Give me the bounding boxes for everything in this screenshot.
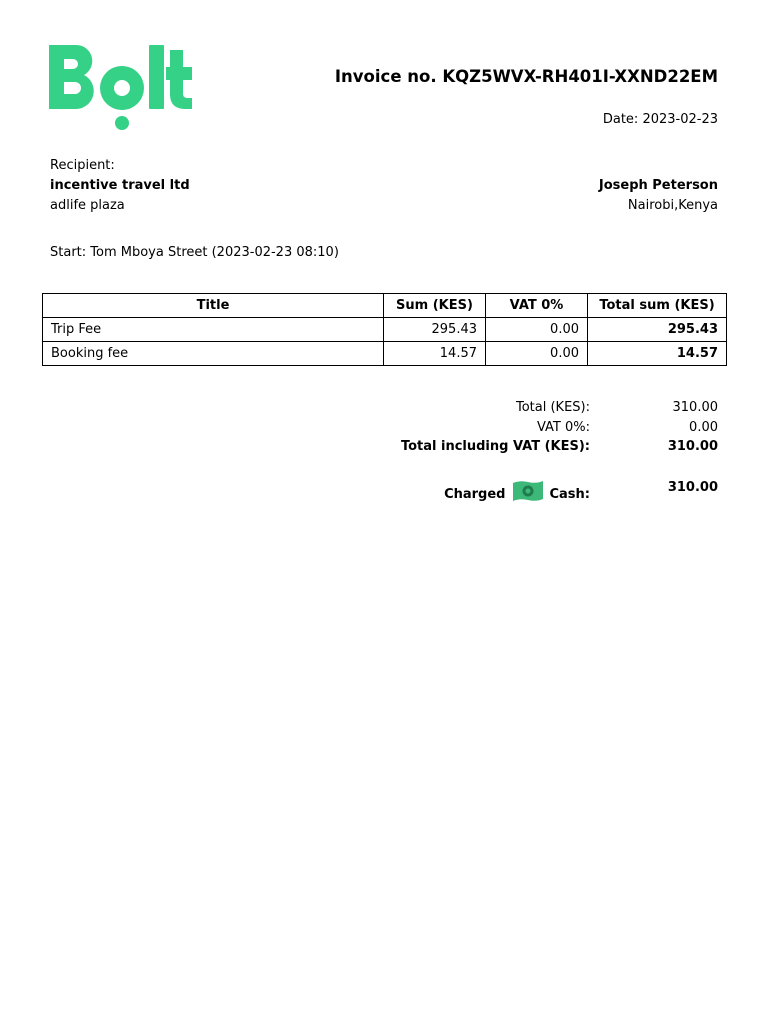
sender-block (599, 176, 718, 216)
charged-amount: 310.00 (667, 480, 718, 495)
payment-method-label: Cash: (549, 486, 590, 502)
total-incl-vat-row (401, 437, 718, 457)
column-header-total: Total sum (KES) (588, 294, 727, 318)
table-row (43, 342, 727, 366)
sender-name: Joseph Peterson (598, 178, 718, 193)
cell-sum: 295.43 (384, 318, 486, 342)
recipient-name: incentive travel ltd (50, 178, 190, 193)
recipient-address: adlife plaza (50, 198, 125, 213)
cell-total: 14.57 (588, 342, 727, 366)
invoice-date: Date: 2023-02-23 (602, 112, 718, 127)
invoice-number: Invoice no. KQZ5WVX-RH401I-XXND22EM (334, 67, 718, 86)
table-row (43, 318, 727, 342)
total-row (401, 398, 718, 418)
recipient-label: Recipient: (50, 158, 115, 173)
trip-start: Start: Tom Mboya Street (2023-02-23 08:10) (50, 245, 339, 260)
cell-sum: 14.57 (384, 342, 486, 366)
vat-label: VAT 0%: (536, 419, 590, 435)
cell-vat: 0.00 (486, 342, 588, 366)
cell-title: Trip Fee (43, 318, 384, 342)
totals-block (401, 398, 718, 457)
total-label: Total (KES): (515, 400, 590, 415)
vat-value: 0.00 (689, 419, 718, 435)
payment-row (444, 480, 718, 506)
column-header-title: Title (43, 294, 384, 318)
payment-label (444, 482, 590, 506)
total-incl-vat-value: 310.00 (667, 439, 718, 454)
cash-icon (512, 479, 544, 503)
line-items-table (42, 293, 727, 366)
column-header-vat: VAT 0% (486, 294, 588, 318)
charged-label: Charged (444, 486, 506, 502)
recipient-block (50, 156, 190, 216)
cell-vat: 0.00 (486, 318, 588, 342)
vat-row (401, 418, 718, 438)
total-incl-vat-label: Total including VAT (KES): (400, 439, 590, 454)
cell-total: 295.43 (588, 318, 727, 342)
table-header-row (43, 294, 727, 318)
cell-title: Booking fee (43, 342, 384, 366)
total-value: 310.00 (672, 400, 718, 415)
column-header-sum: Sum (KES) (384, 294, 486, 318)
sender-location: Nairobi,Kenya (627, 198, 718, 213)
bolt-logo (48, 42, 194, 134)
